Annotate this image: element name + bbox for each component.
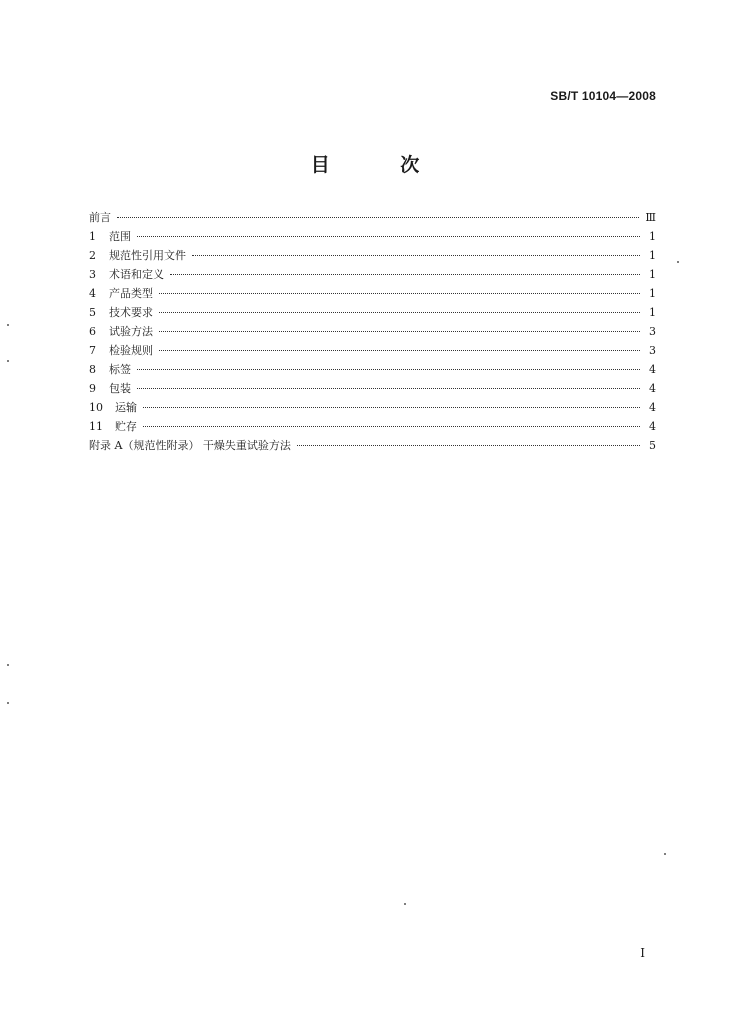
toc-leader-dots	[143, 426, 640, 427]
toc-entry-3[interactable]	[89, 265, 656, 284]
toc-entry-page: 4	[649, 382, 656, 395]
toc-entry-label: 范围	[109, 230, 131, 243]
toc-entry-5[interactable]	[89, 303, 656, 322]
toc-entry-6[interactable]	[89, 322, 656, 341]
scan-speck	[7, 702, 9, 704]
toc-entry-page: 3	[649, 344, 656, 357]
toc-entry-number: 5	[89, 306, 96, 319]
toc-entry-label: 标签	[109, 363, 131, 376]
toc-entry-label: 规范性引用文件	[109, 249, 186, 262]
toc-leader-dots	[137, 236, 640, 237]
toc-entry-label: 技术要求	[109, 306, 153, 319]
toc-leader-dots	[159, 312, 640, 313]
page-number: I	[640, 946, 645, 960]
toc-entry-number: 3	[89, 268, 96, 281]
toc-leader-dots	[159, 293, 640, 294]
toc-entry-10[interactable]	[89, 398, 656, 417]
toc-entry-number: 11	[89, 420, 103, 433]
toc-entry-label: 试验方法	[109, 325, 153, 338]
toc-leader-dots	[137, 369, 640, 370]
toc-entry-annex-a[interactable]	[89, 436, 656, 455]
scan-speck	[7, 360, 9, 362]
toc-entry-number: 9	[89, 382, 96, 395]
toc-entry-7[interactable]	[89, 341, 656, 360]
toc-entry-page: 5	[649, 439, 656, 452]
toc-leader-dots	[192, 255, 640, 256]
toc-entry-label: 附录 A（规范性附录） 干燥失重试验方法	[89, 439, 291, 452]
toc-entry-label: 检验规则	[109, 344, 153, 357]
toc-title: 目 次	[310, 154, 452, 176]
scan-speck	[7, 664, 9, 666]
scan-speck	[664, 853, 666, 855]
standard-code: SB/T 10104—2008	[550, 89, 656, 103]
toc-entry-page: 1	[649, 230, 656, 243]
toc-entry-label: 前言	[89, 211, 111, 224]
toc-entry-label: 术语和定义	[109, 268, 164, 281]
toc-entry-number: 2	[89, 249, 96, 262]
toc-entry-page: 4	[649, 420, 656, 433]
toc-entry-number: 6	[89, 325, 96, 338]
toc-entry-label: 运输	[115, 401, 137, 414]
scan-speck	[677, 261, 679, 263]
toc-leader-dots	[170, 274, 640, 275]
toc-leader-dots	[143, 407, 640, 408]
toc-entry-page: 1	[649, 306, 656, 319]
toc-entry-page: 1	[649, 249, 656, 262]
toc-entry-number: 4	[89, 287, 96, 300]
toc-entry-page: 1	[649, 287, 656, 300]
toc-entry-number: 10	[89, 401, 103, 414]
toc-leader-dots	[137, 388, 640, 389]
toc-leader-dots	[159, 350, 640, 351]
toc-entry-2[interactable]	[89, 246, 656, 265]
toc-entry-number: 7	[89, 344, 96, 357]
toc-entry-number: 8	[89, 363, 96, 376]
toc-entry-label: 贮存	[115, 420, 137, 433]
scan-speck	[404, 903, 406, 905]
toc-entry-page: Ⅲ	[645, 211, 656, 224]
toc-entry-number: 1	[89, 230, 96, 243]
toc-entry-1[interactable]	[89, 227, 656, 246]
toc-entry-8[interactable]	[89, 360, 656, 379]
toc-entry-label: 包装	[109, 382, 131, 395]
toc-entry-label: 产品类型	[109, 287, 153, 300]
toc-leader-dots	[159, 331, 640, 332]
toc-entry-9[interactable]	[89, 379, 656, 398]
toc-leader-dots	[297, 445, 640, 446]
toc-leader-dots	[117, 217, 639, 218]
table-of-contents	[89, 208, 656, 455]
toc-entry-4[interactable]	[89, 284, 656, 303]
scan-speck	[7, 324, 9, 326]
toc-entry-11[interactable]	[89, 417, 656, 436]
toc-entry-page: 1	[649, 268, 656, 281]
toc-entry-page: 3	[649, 325, 656, 338]
toc-entry-page: 4	[649, 363, 656, 376]
toc-entry-page: 4	[649, 401, 656, 414]
toc-entry-foreword[interactable]	[89, 208, 656, 227]
